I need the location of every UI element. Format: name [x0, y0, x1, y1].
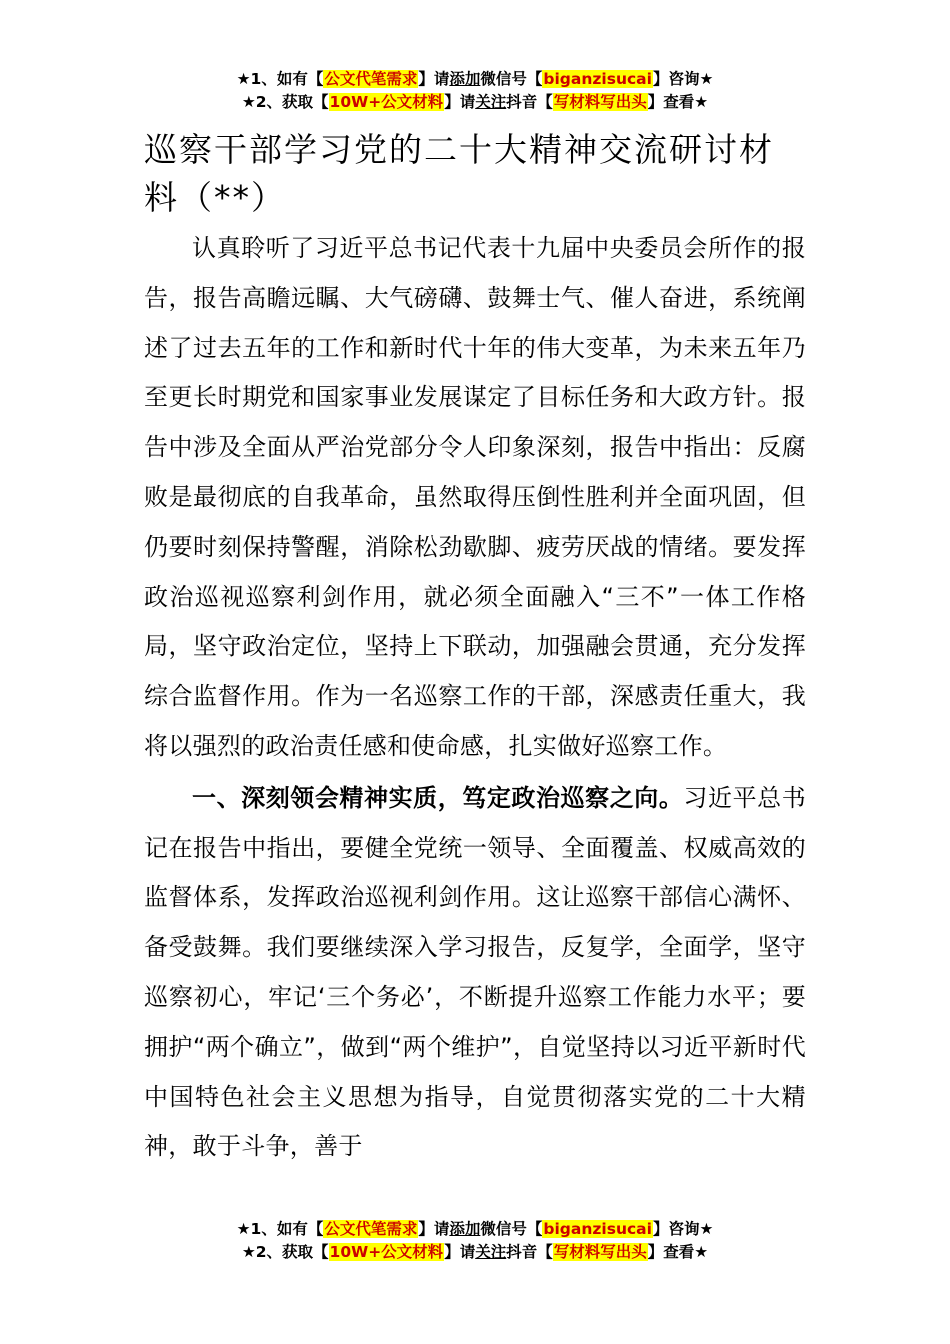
header-promo-banner: [0, 68, 950, 114]
promo-highlight: 写材料写出头: [553, 1243, 647, 1261]
promo-text: 】请: [418, 70, 450, 88]
promo-underlined: 添加: [449, 1220, 481, 1238]
promo-underlined: 添加: [449, 70, 481, 88]
paragraph-lead: 一、深刻领会精神实质，笃定政治巡察之向。: [192, 783, 684, 812]
promo-highlight: 10W+公文材料: [329, 1243, 444, 1261]
promo-line-1: [0, 68, 950, 91]
promo-text: 抖音【: [506, 93, 553, 111]
footer-promo-banner: [0, 1218, 950, 1264]
promo-underlined: 关注: [475, 1243, 507, 1261]
document-body: [144, 126, 806, 1172]
promo-line-1: [0, 1218, 950, 1241]
promo-text: 】请: [444, 93, 476, 111]
promo-highlight: 10W+公文材料: [329, 93, 444, 111]
promo-text: ★2、获取【: [241, 93, 329, 111]
promo-highlight: biganzisucai: [543, 70, 652, 88]
promo-highlight: biganzisucai: [543, 1220, 652, 1238]
promo-line-2: [0, 91, 950, 114]
promo-text: 】查看★: [647, 1243, 709, 1261]
promo-text: 】咨询★: [652, 70, 714, 88]
paragraph: [144, 224, 806, 772]
promo-line-2: [0, 1241, 950, 1264]
promo-text: 微信号【: [480, 1220, 543, 1238]
promo-text: 】请: [418, 1220, 450, 1238]
promo-text: 抖音【: [506, 1243, 553, 1261]
promo-highlight: 公文代笔需求: [324, 70, 418, 88]
promo-text: 微信号【: [480, 70, 543, 88]
promo-text: ★1、如有【: [236, 1220, 324, 1238]
promo-text: 】咨询★: [652, 1220, 714, 1238]
paragraph-text: 认真聆听了习近平总书记代表十九届中央委员会所作的报告，报告高瞻远瞩、大气磅礴、鼓舞士气、催人奋进，系统阐述了过去五年的工作和新时代十年的伟大变革，为未来五年乃至更长时期党和国家事业发展谋定了目标任务和大政方针。报告中涉及全面从严治党部分令人印象深刻，报告中指出：反腐败是最彻底的自我革命，虽然取得压倒性胜利并全面巩固，但仍要时刻保持警醒，消除松劲歇脚、疲劳厌战的情绪。要发挥政治巡视巡察利剑作用，就必须全面融入“三不”一体工作格局，坚守政治定位，坚持上下联动，加强融会贯通，充分发挥综合监督作用。作为一名巡察工作的干部，深感责任重大，我将以强烈的政治责任感和使命感，扎实做好巡察工作。: [144, 234, 806, 760]
document-title: 巡察干部学习党的二十大精神交流研讨材料（**）: [144, 130, 774, 217]
promo-text: ★2、获取【: [241, 1243, 329, 1261]
paragraph: [144, 774, 806, 1172]
promo-text: ★1、如有【: [236, 70, 324, 88]
promo-underlined: 关注: [475, 93, 507, 111]
promo-text: 】查看★: [647, 93, 709, 111]
promo-highlight: 写材料写出头: [553, 93, 647, 111]
promo-highlight: 公文代笔需求: [324, 1220, 418, 1238]
promo-text: 】请: [444, 1243, 476, 1261]
paragraph-text: 习近平总书记在报告中指出，要健全党统一领导、全面覆盖、权威高效的监督体系，发挥政治巡视利剑作用。这让巡察干部信心满怀、备受鼓舞。我们要继续深入学习报告，反复学，全面学，坚守巡察初心，牢记‘三个务必’，不断提升巡察工作能力水平；要拥护“两个确立”，做到“两个维护”，自觉坚持以习近平新时代中国特色社会主义思想为指导，自觉贯彻落实党的二十大精神，敢于斗争，善于: [144, 783, 807, 1161]
